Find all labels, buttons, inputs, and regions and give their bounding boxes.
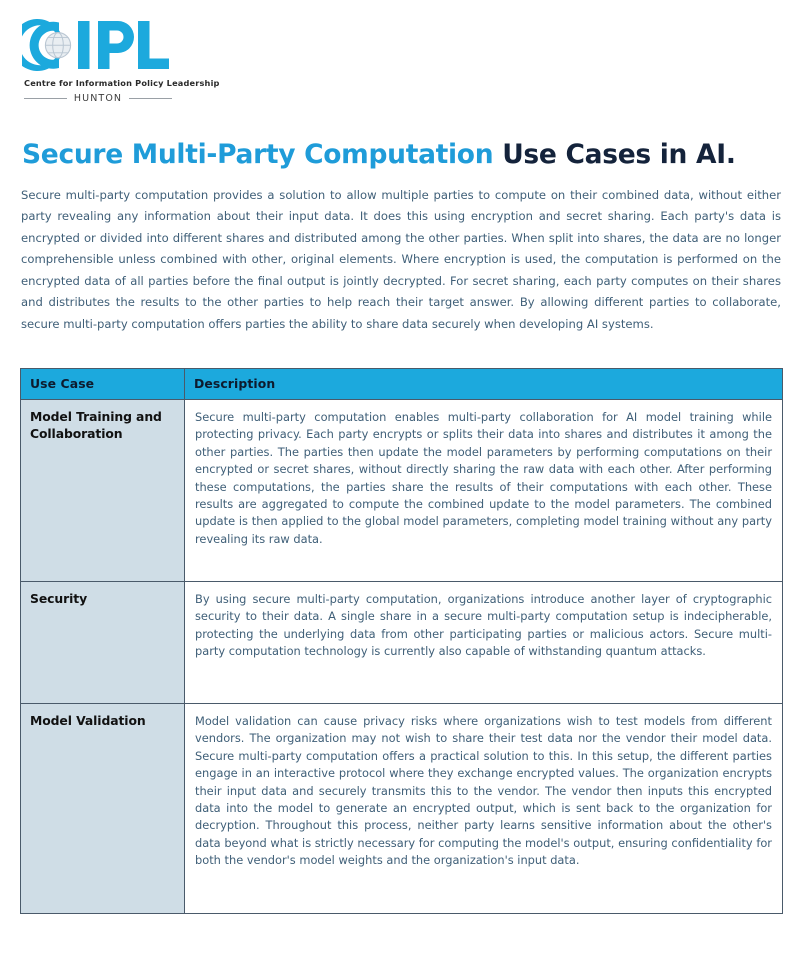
table-row (21, 400, 783, 582)
logo-tagline: Centre for Information Policy Leadership (24, 78, 220, 88)
logo-affiliate: HUNTON (73, 93, 123, 104)
logo-affiliate-row (24, 93, 172, 104)
rule-right (129, 98, 172, 99)
table-body (21, 400, 783, 914)
cell-description: By using secure multi-party computation, organizations introduce another layer of cryptographic security to their data. A single share in a secure multi-party computation setup is indecipherable, protecting the underlying data from other participating parties or malicious actors. Secure multi-party computation technology is currently also capable of withstanding quantum attacks. (185, 582, 783, 704)
use-cases-table (20, 368, 783, 914)
table-row (21, 582, 783, 704)
page-title-rest: Use Cases in AI. (493, 138, 736, 170)
cipl-wordmark-icon (22, 14, 172, 76)
column-header-use-case: Use Case (21, 369, 185, 400)
table-row (21, 704, 783, 914)
intro-paragraph: Secure multi-party computation provides a solution to allow multiple parties to compute on their combined data, without either party revealing any information about their input data. It does this using encryption and secret sharing. Each party's data is encrypted or divided into different shares and distributed among the other parties. When split into shares, the data are no longer comprehensible unless combined with other, original elements. Where encryption is used, the computation is performed on the encrypted data of all parties before the final output is jointly decrypted. For secret sharing, each party computes on their shares and distributes the results to the other parties to help reach their target answer. By allowing different parties to collaborate, secure multi-party computation offers parties the ability to share data securely when developing AI systems. (21, 187, 781, 331)
page-title (22, 140, 782, 170)
cell-description: Secure multi-party computation enables multi-party collaboration for AI model training while protecting privacy. Each party encrypts or splits their data into shares and distributes it among the other parties. The parties then update the model parameters by performing computations on their encrypted or secret shares, without directly sharing the raw data with each other. After performing these computations, the parties share the results of their computations with each other. These results are aggregated to compute the combined update to the model parameters. The combined update is then applied to the global model parameters, completing model training without any party revealing its raw data. (185, 400, 783, 582)
table-header-row (21, 369, 783, 400)
column-header-description: Description (185, 369, 783, 400)
cell-use-case: Model Validation (21, 704, 185, 914)
page-title-highlight: Secure Multi-Party Computation (22, 138, 494, 170)
use-cases-table-wrapper (20, 368, 782, 914)
cell-use-case: Model Training and Collaboration (21, 400, 185, 582)
cell-description: Model validation can cause privacy risks where organizations wish to test models from different vendors. The organization may not wish to share their test data nor the vendor their model data. Secure multi-party computation offers a practical solution to this. In this setup, the different parties engage in an interactive protocol where they exchange encrypted values. The organization encrypts their input data and securely transmits this to the vendor. The vendor then inputs this encrypted data into the model to generate an encrypted output, which is sent back to the organization for decryption. Throughout this process, neither party learns sensitive information about the other's data beyond what is strictly necessary for computing the model's output, ensuring confidentiality for both the vendor's model weights and the organization's input data. (185, 704, 783, 914)
table-header (21, 369, 783, 400)
cell-use-case: Security (21, 582, 185, 704)
rule-left (24, 98, 67, 99)
cipl-logo (22, 14, 262, 104)
